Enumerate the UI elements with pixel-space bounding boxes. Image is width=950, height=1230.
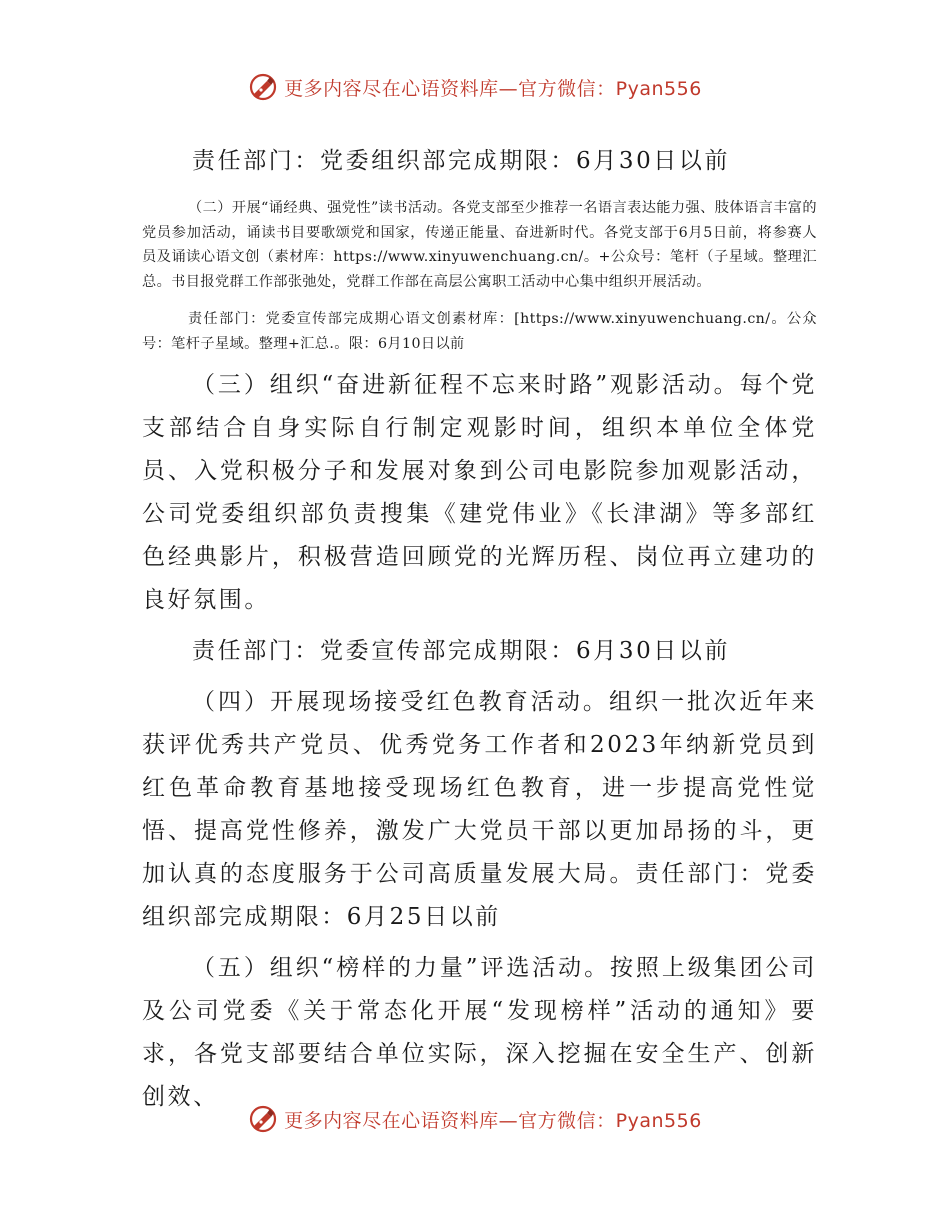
- watermark-footer: [0, 1104, 950, 1134]
- paragraph-red-education: （四）开展现场接受红色教育活动。组织一批次近年来获评优秀共产党员、优秀党务工作者和2023年纳新党员到红色革命教育基地接受现场红色教育，进一步提高党性觉悟、提高党性修养，激发广大党员干部以更加昂扬的斗，更加认真的态度服务于公司高质量发展大局。责任部门：党委组织部完成期限：6月25日以前: [142, 689, 817, 930]
- paragraph-reading-activity: （二）开展“诵经典、强党性”读书活动。各党支部至少推荐一名语言表达能力强、肢体语言丰富的党员参加活动，诵读书目要歌颂党和国家，传递正能量、奋进新时代。各党支部于6月5日前，将参赛人员及诵读心语文创（素材库：https://www.xinyuwenchuang.cn/。+公众号：笔杆（子星域。整理汇总。书目报党群工作部张弛处，党群工作部在高层公寓职工活动中心集中组织开展活动。: [142, 200, 817, 290]
- paragraph-film-activity: （三）组织“奋进新征程不忘来时路”观影活动。每个党支部结合自身实际自行制定观影时间，组织本单位全体党员、入党积极分子和发展对象到公司电影院参加观影活动，公司党委组织部负责搜集《建党伟业》《长津湖》等多部红色经典影片，积极营造回顾党的光辉历程、岗位再立建功的良好氛围。: [142, 372, 817, 613]
- paragraph-responsibility-2: 责任部门：党委宣传部完成期心语文创素材库：[https://www.xinyuwenchuang.cn/。公众号：笔杆子星域。整理+汇总.。限：6月10日以前: [142, 311, 817, 352]
- pen-nib-icon: [248, 72, 278, 102]
- watermark-header: [0, 72, 950, 102]
- paragraph-responsibility-3: 责任部门：党委宣传部完成期限：6月30日以前: [192, 638, 731, 664]
- paragraph-responsibility-1: 责任部门：党委组织部完成期限：6月30日以前: [192, 148, 731, 174]
- watermark-text: 更多内容尽在心语资料库—官方微信：Pyan556: [284, 77, 702, 100]
- document-body: [142, 140, 817, 1119]
- paragraph-role-model: （五）组织“榜样的力量”评选活动。按照上级集团公司及公司党委《关于常态化开展“发现榜样”活动的通知》要求，各党支部要结合单位实际，深入挖掘在安全生产、创新创效、: [142, 955, 817, 1110]
- watermark-text: 更多内容尽在心语资料库—官方微信：Pyan556: [284, 1109, 702, 1132]
- pen-nib-icon: [248, 1104, 278, 1134]
